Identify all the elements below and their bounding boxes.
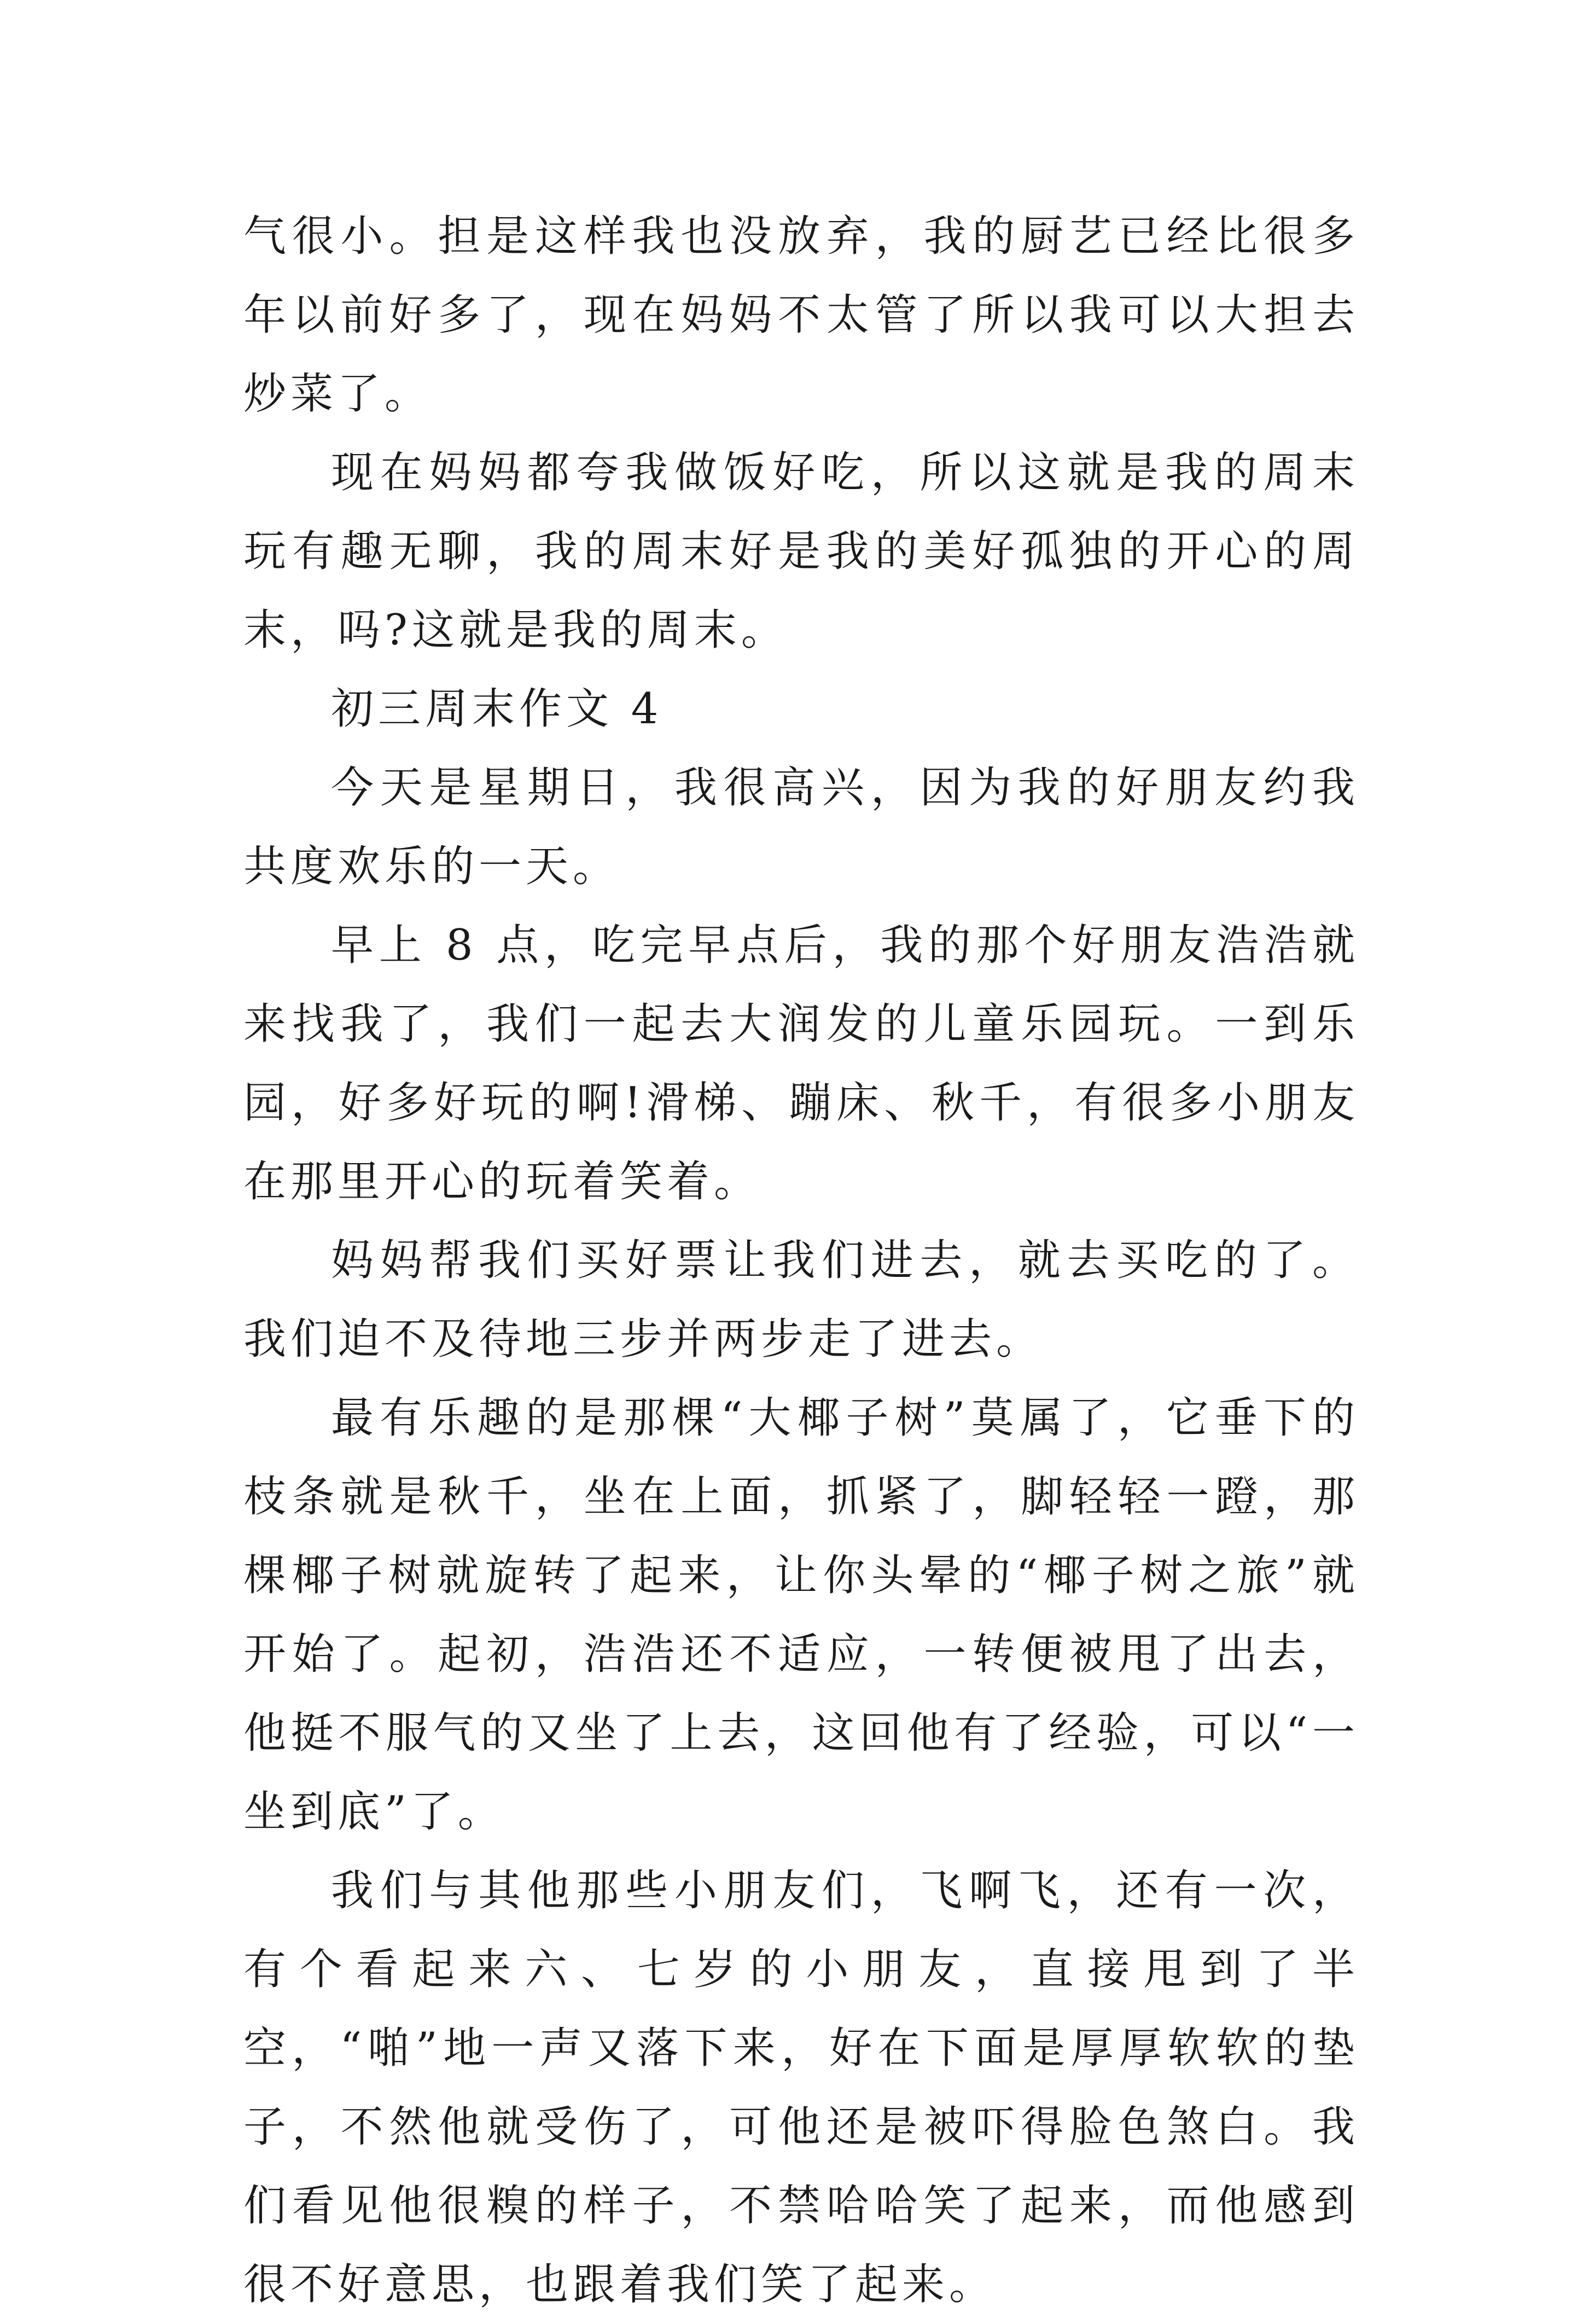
essay-title: 初三周末作文 4	[331, 684, 663, 734]
paragraph-2: 现在妈妈都夸我做饭好吃，所以这就是我的周末玩有趣无聊，我的周末好是我的美好孤独的开心的周末，吗?这就是我的周末。	[243, 448, 1359, 655]
paragraph-4: 早上 8 点，吃完早点后，我的那个好朋友浩浩就来找我了，我们一起去大润发的儿童乐园玩。一到乐园，好多好玩的啊!滑梯、蹦床、秋千，有很多小朋友在那里开心的玩着笑着。	[243, 921, 1359, 1206]
paragraph-7: 我们与其他那些小朋友们，飞啊飞，还有一次，有个看起来六、七岁的小朋友，直接甩到了半空，“啪”地一声又落下来，好在下面是厚厚软软的垫子，不然他就受伤了，可他还是被吓得脸色煞白。我们看见他很糗的样子，不禁哈哈笑了起来，而他感到很不好意思，也跟着我们笑了起来。	[243, 1866, 1359, 2309]
essay-body	[243, 197, 1359, 2324]
paragraph-5: 妈妈帮我们买好票让我们进去，就去买吃的了。我们迫不及待地三步并两步走了进去。	[243, 1236, 1359, 1364]
paragraph-3: 今天是星期日，我很高兴，因为我的好朋友约我共度欢乐的一天。	[243, 763, 1359, 891]
paragraph-1: 气很小。担是这样我也没放弃，我的厨艺已经比很多年以前好多了，现在妈妈不太管了所以我可以大担去炒菜了。	[243, 212, 1359, 419]
paragraph-6: 最有乐趣的是那棵“大椰子树”莫属了，它垂下的枝条就是秋千，坐在上面，抓紧了，脚轻轻一蹬，那棵椰子树就旋转了起来，让你头晕的“椰子树之旅”就开始了。起初，浩浩还不适应，一转便被甩了出去，他挺不服气的又坐了上去，这回他有了经验，可以“一坐到底”了。	[243, 1393, 1359, 1837]
